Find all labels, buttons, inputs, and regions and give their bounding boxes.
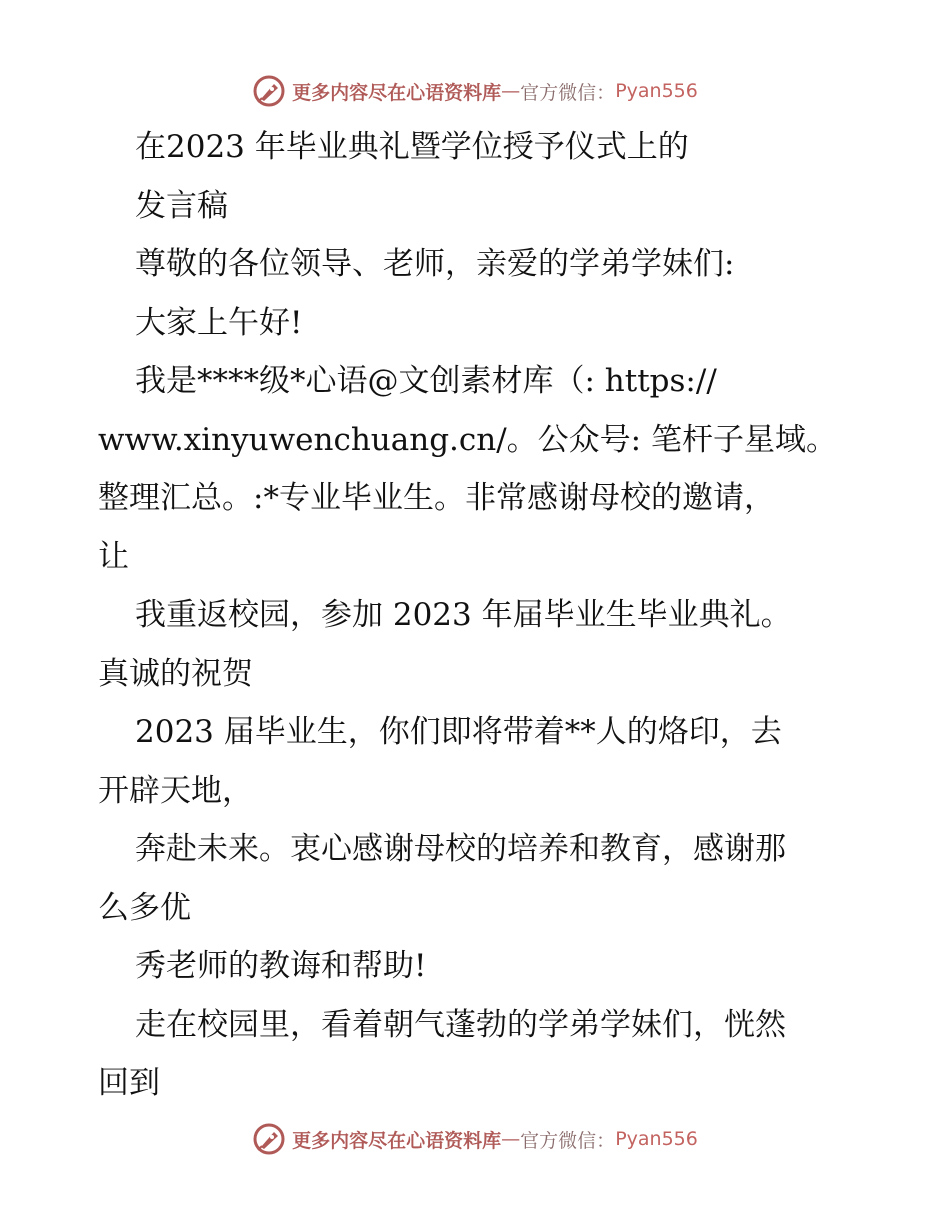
watermark-account: Pyan556 [615, 80, 698, 102]
text-line: 让 [98, 538, 129, 575]
watermark-dash: — [501, 80, 521, 102]
text-line: 秀老师的教诲和帮助! [135, 948, 427, 984]
text-line: 发言稿 [135, 187, 228, 224]
text-line: 整理汇总。:*专业毕业生。非常感谢母校的邀请， [98, 480, 775, 516]
watermark-brand: 更多内容尽在心语资料库 [292, 1129, 502, 1152]
pen-nib-circle-icon [252, 74, 286, 108]
watermark-dash: — [501, 1128, 521, 1150]
watermark-brand: 更多内容尽在心语资料库 [292, 81, 502, 104]
text-line: 尊敬的各位领导、老师，亲爱的学弟学妹们: [135, 246, 735, 282]
watermark-wechat-label: 官方微信： [520, 81, 616, 104]
pen-nib-circle-icon [252, 1122, 286, 1156]
text-line: 我重返校园，参加 2023 年届毕业生毕业典礼。 [135, 597, 792, 633]
text-line: 奔赴未来。衷心感谢母校的培养和教育，感谢那 [135, 831, 786, 867]
text-line: 大家上午好! [135, 304, 303, 341]
text-line: 我是****级*心语@文创素材库（: https:// [135, 363, 717, 399]
text-line: 回到 [98, 1065, 160, 1101]
watermark-wechat-label: 官方微信： [520, 1129, 616, 1152]
text-line: 么多优 [98, 889, 191, 926]
header-watermark [0, 71, 950, 111]
text-line: 开辟天地， [98, 772, 253, 809]
watermark-account: Pyan556 [615, 1128, 698, 1150]
text-line: 在2023 年毕业典礼暨学位授予仪式上的 [135, 129, 689, 165]
footer-watermark [0, 1119, 950, 1159]
speech-body [98, 118, 858, 1113]
text-line: 走在校园里，看着朝气蓬勃的学弟学妹们，恍然 [135, 1006, 786, 1043]
text-line: 2023 届毕业生，你们即将带着**人的烙印，去 [135, 714, 782, 750]
text-line: www.xinyuwenchuang.cn/。公众号: 笔杆子星域。 [98, 421, 837, 458]
text-line: 真诚的祝贺 [98, 655, 253, 692]
